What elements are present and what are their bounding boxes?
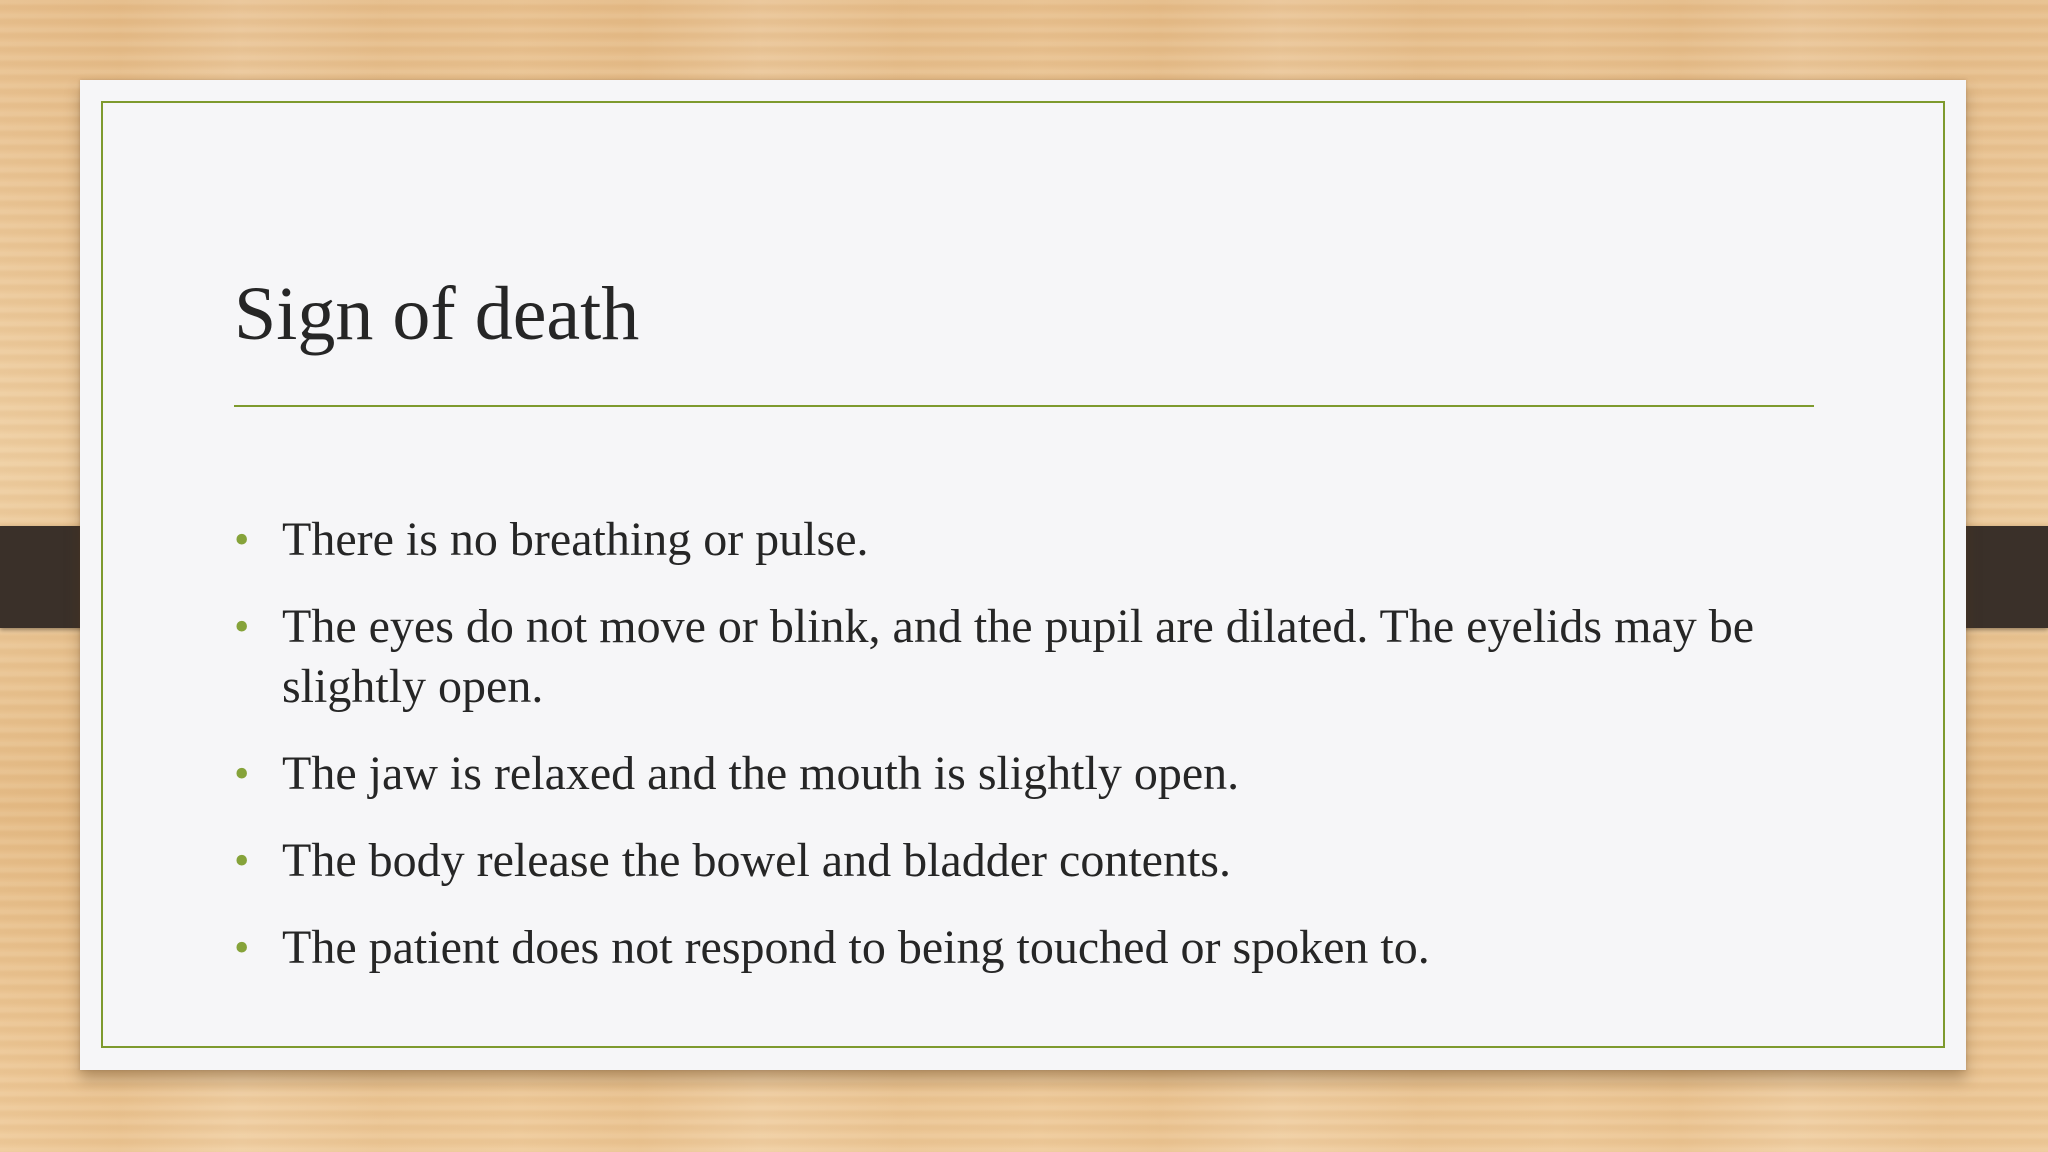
- bullet-dot-icon: •: [234, 749, 250, 798]
- bullet-dot-icon: •: [234, 515, 250, 564]
- bullet-text: There is no breathing or pulse.: [282, 513, 869, 566]
- bullet-text: The eyes do not move or blink, and the pupil are dilated. The eyelids may be slightly open.: [282, 600, 1755, 713]
- bullet-text: The patient does not respond to being touched or spoken to.: [282, 921, 1430, 974]
- slide-card: [80, 80, 1966, 1070]
- title-divider: [234, 405, 1814, 407]
- bullet-item: [234, 918, 1814, 978]
- bullet-item: [234, 831, 1814, 891]
- bullet-text: The jaw is relaxed and the mouth is slightly open.: [282, 747, 1240, 800]
- bullet-item: [234, 744, 1814, 804]
- bullet-dot-icon: •: [234, 923, 250, 972]
- slide-title: Sign of death: [234, 272, 640, 356]
- bullet-item: [234, 510, 1814, 570]
- bullet-dot-icon: •: [234, 836, 250, 885]
- bullet-list: [234, 510, 1814, 1005]
- bullet-dot-icon: •: [234, 602, 250, 651]
- bullet-item: [234, 597, 1814, 717]
- bullet-text: The body release the bowel and bladder contents.: [282, 834, 1231, 887]
